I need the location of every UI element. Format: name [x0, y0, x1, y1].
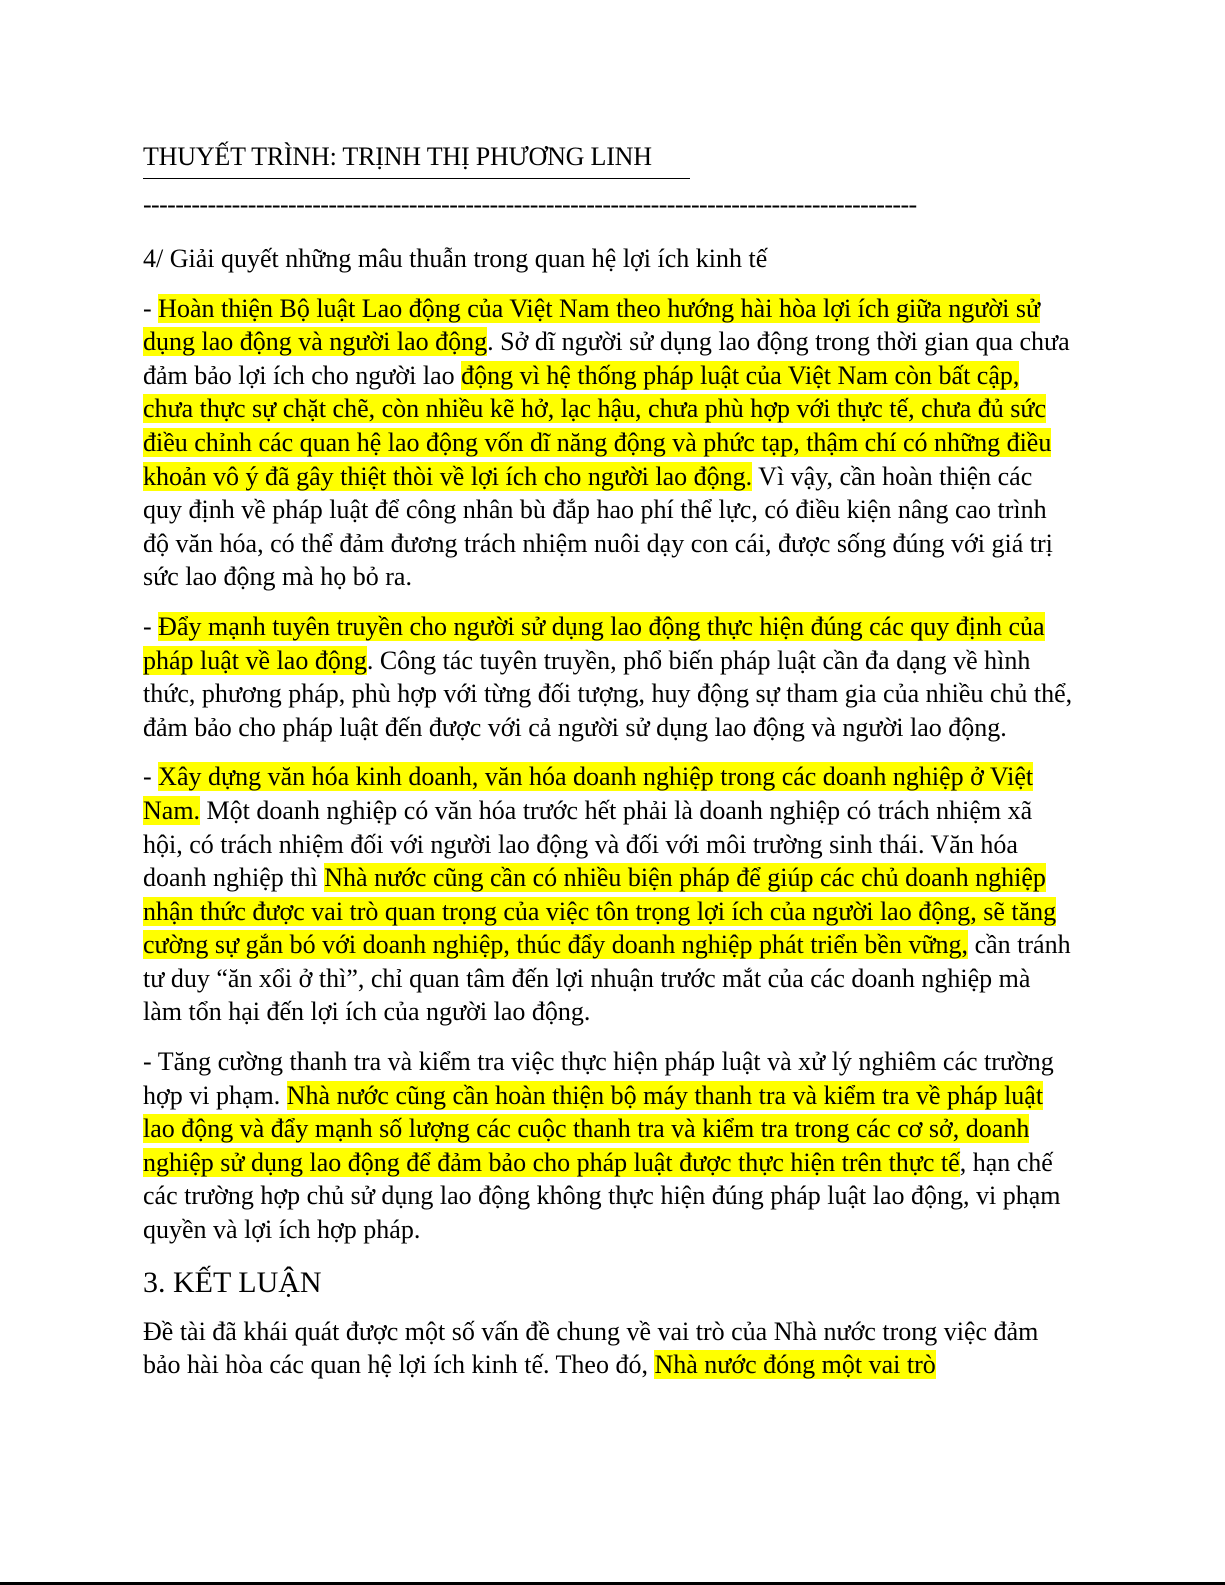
highlighted-text-segment: Xây dựng văn hóa kinh doanh, văn hóa doanh nghiệp trong các doanh nghiệp ở Việt Nam.: [143, 762, 1034, 825]
highlighted-text-segment: Nhà nước cũng cần hoàn thiện bộ máy thanh tra và kiểm tra về pháp luật lao động và đẩy mạnh số lượng các cuộc thanh tra và kiểm tra trong các cơ sở, doanh nghiệp sử dụng lao động để đảm bảo cho pháp luật được thực hiện trên thực tế: [143, 1080, 1044, 1177]
section-4-heading: 4/ Giải quyết những mâu thuẫn trong quan hệ lợi ích kinh tế: [143, 244, 768, 273]
section-4-paragraph-3: [143, 760, 1073, 1029]
text-segment: -: [143, 762, 159, 792]
text-segment: , hạn chế các trường hợp chủ sử dụng lao động không thực hiện đúng pháp luật lao động, vi phạm quyền và lợi ích hợp pháp.: [143, 1147, 1061, 1245]
text-segment: . Sở dĩ người sử dụng lao động trong thời gian qua chưa đảm bảo lợi ích cho người lao: [143, 327, 1070, 390]
text-segment: -: [143, 293, 159, 323]
highlighted-text-segment: Nhà nước đóng một vai trò: [654, 1350, 936, 1380]
text-segment: . Công tác tuyên truyền, phổ biến pháp luật cần đa dạng về hình thức, phương pháp, phù hợp với từng đối tượng, huy động sự tham gia của nhiều chủ thể, đảm bảo cho pháp luật đến được với cả người sử dụng lao động và người lao động.: [143, 645, 1073, 742]
document-page: [143, 136, 1073, 1398]
dashed-separator: ------------------------------------------------------------------------------------------------: [143, 190, 917, 219]
text-segment: Một doanh nghiệp có văn hóa trước hết phải là doanh nghiệp có trách nhiệm xã hội, có trách nhiệm đối với người lao động và đối với môi trường sinh thái. Văn hóa doanh nghiệp thì: [143, 795, 1033, 893]
highlighted-text-segment: động vì hệ thống pháp luật của Việt Nam còn bất cập, chưa thực sự chặt chẽ, còn nhiều kẽ hở, lạc hậu, chưa phù hợp với thực tế, chưa đủ sức điều chỉnh các quan hệ lao động vốn dĩ năng động và phức tạp, thậm chí có những điều khoản vô ý đã gây thiệt thòi về lợi ích cho người lao động.: [143, 360, 1052, 491]
text-segment: cần tránh tư duy “ăn xổi ở thì”, chỉ quan tâm đến lợi nhuận trước mắt của các doanh nghiệp mà làm tổn hại đến lợi ích của người lao động.: [143, 930, 1071, 1027]
section-4-paragraph-1: [143, 292, 1073, 594]
text-segment: - Tăng cường thanh tra và kiểm tra việc thực hiện pháp luật và xử lý nghiêm các trường hợp vi phạm.: [143, 1047, 1054, 1110]
text-segment: Đề tài đã khái quát được một số vấn đề chung về vai trò của Nhà nước trong việc đảm bảo hài hòa các quan hệ lợi ích kinh tế. Theo đó,: [143, 1316, 1039, 1380]
section-4-paragraph-4: [143, 1045, 1073, 1247]
text-segment: -: [143, 611, 159, 641]
text-segment: Vì vậy, cần hoàn thiện các quy định về pháp luật để công nhân bù đắp hao phí thể lực, có điều kiện nâng cao trình độ văn hóa, có thể đảm đương trách nhiệm nuôi dạy con cái, được sống đúng với giá trị sức lao động mà họ bỏ ra.: [143, 461, 1053, 592]
highlighted-text-segment: Nhà nước cũng cần có nhiều biện pháp để giúp các chủ doanh nghiệp nhận thức được vai trò quan trọng của việc tôn trọng lợi ích của người lao động, sẽ tăng cường sự gắn bó với doanh nghiệp, thúc đẩy doanh nghiệp phát triển bền vững,: [143, 863, 1057, 960]
highlighted-text-segment: Đẩy mạnh tuyên truyền cho người sử dụng lao động thực hiện đúng các quy định của pháp luật về lao động: [143, 611, 1045, 675]
conclusion-paragraph-1: [143, 1315, 1073, 1382]
conclusion-heading: 3. KẾT LUẬN: [143, 1265, 322, 1299]
highlighted-text-segment: Hoàn thiện Bộ luật Lao động của Việt Nam theo hướng hài hòa lợi ích giữa người sử dụng lao động và người lao động: [143, 293, 1041, 357]
presenter-title: THUYẾT TRÌNH: TRỊNH THỊ PHƯƠNG LINH: [143, 136, 690, 179]
section-4-paragraph-2: [143, 610, 1073, 744]
